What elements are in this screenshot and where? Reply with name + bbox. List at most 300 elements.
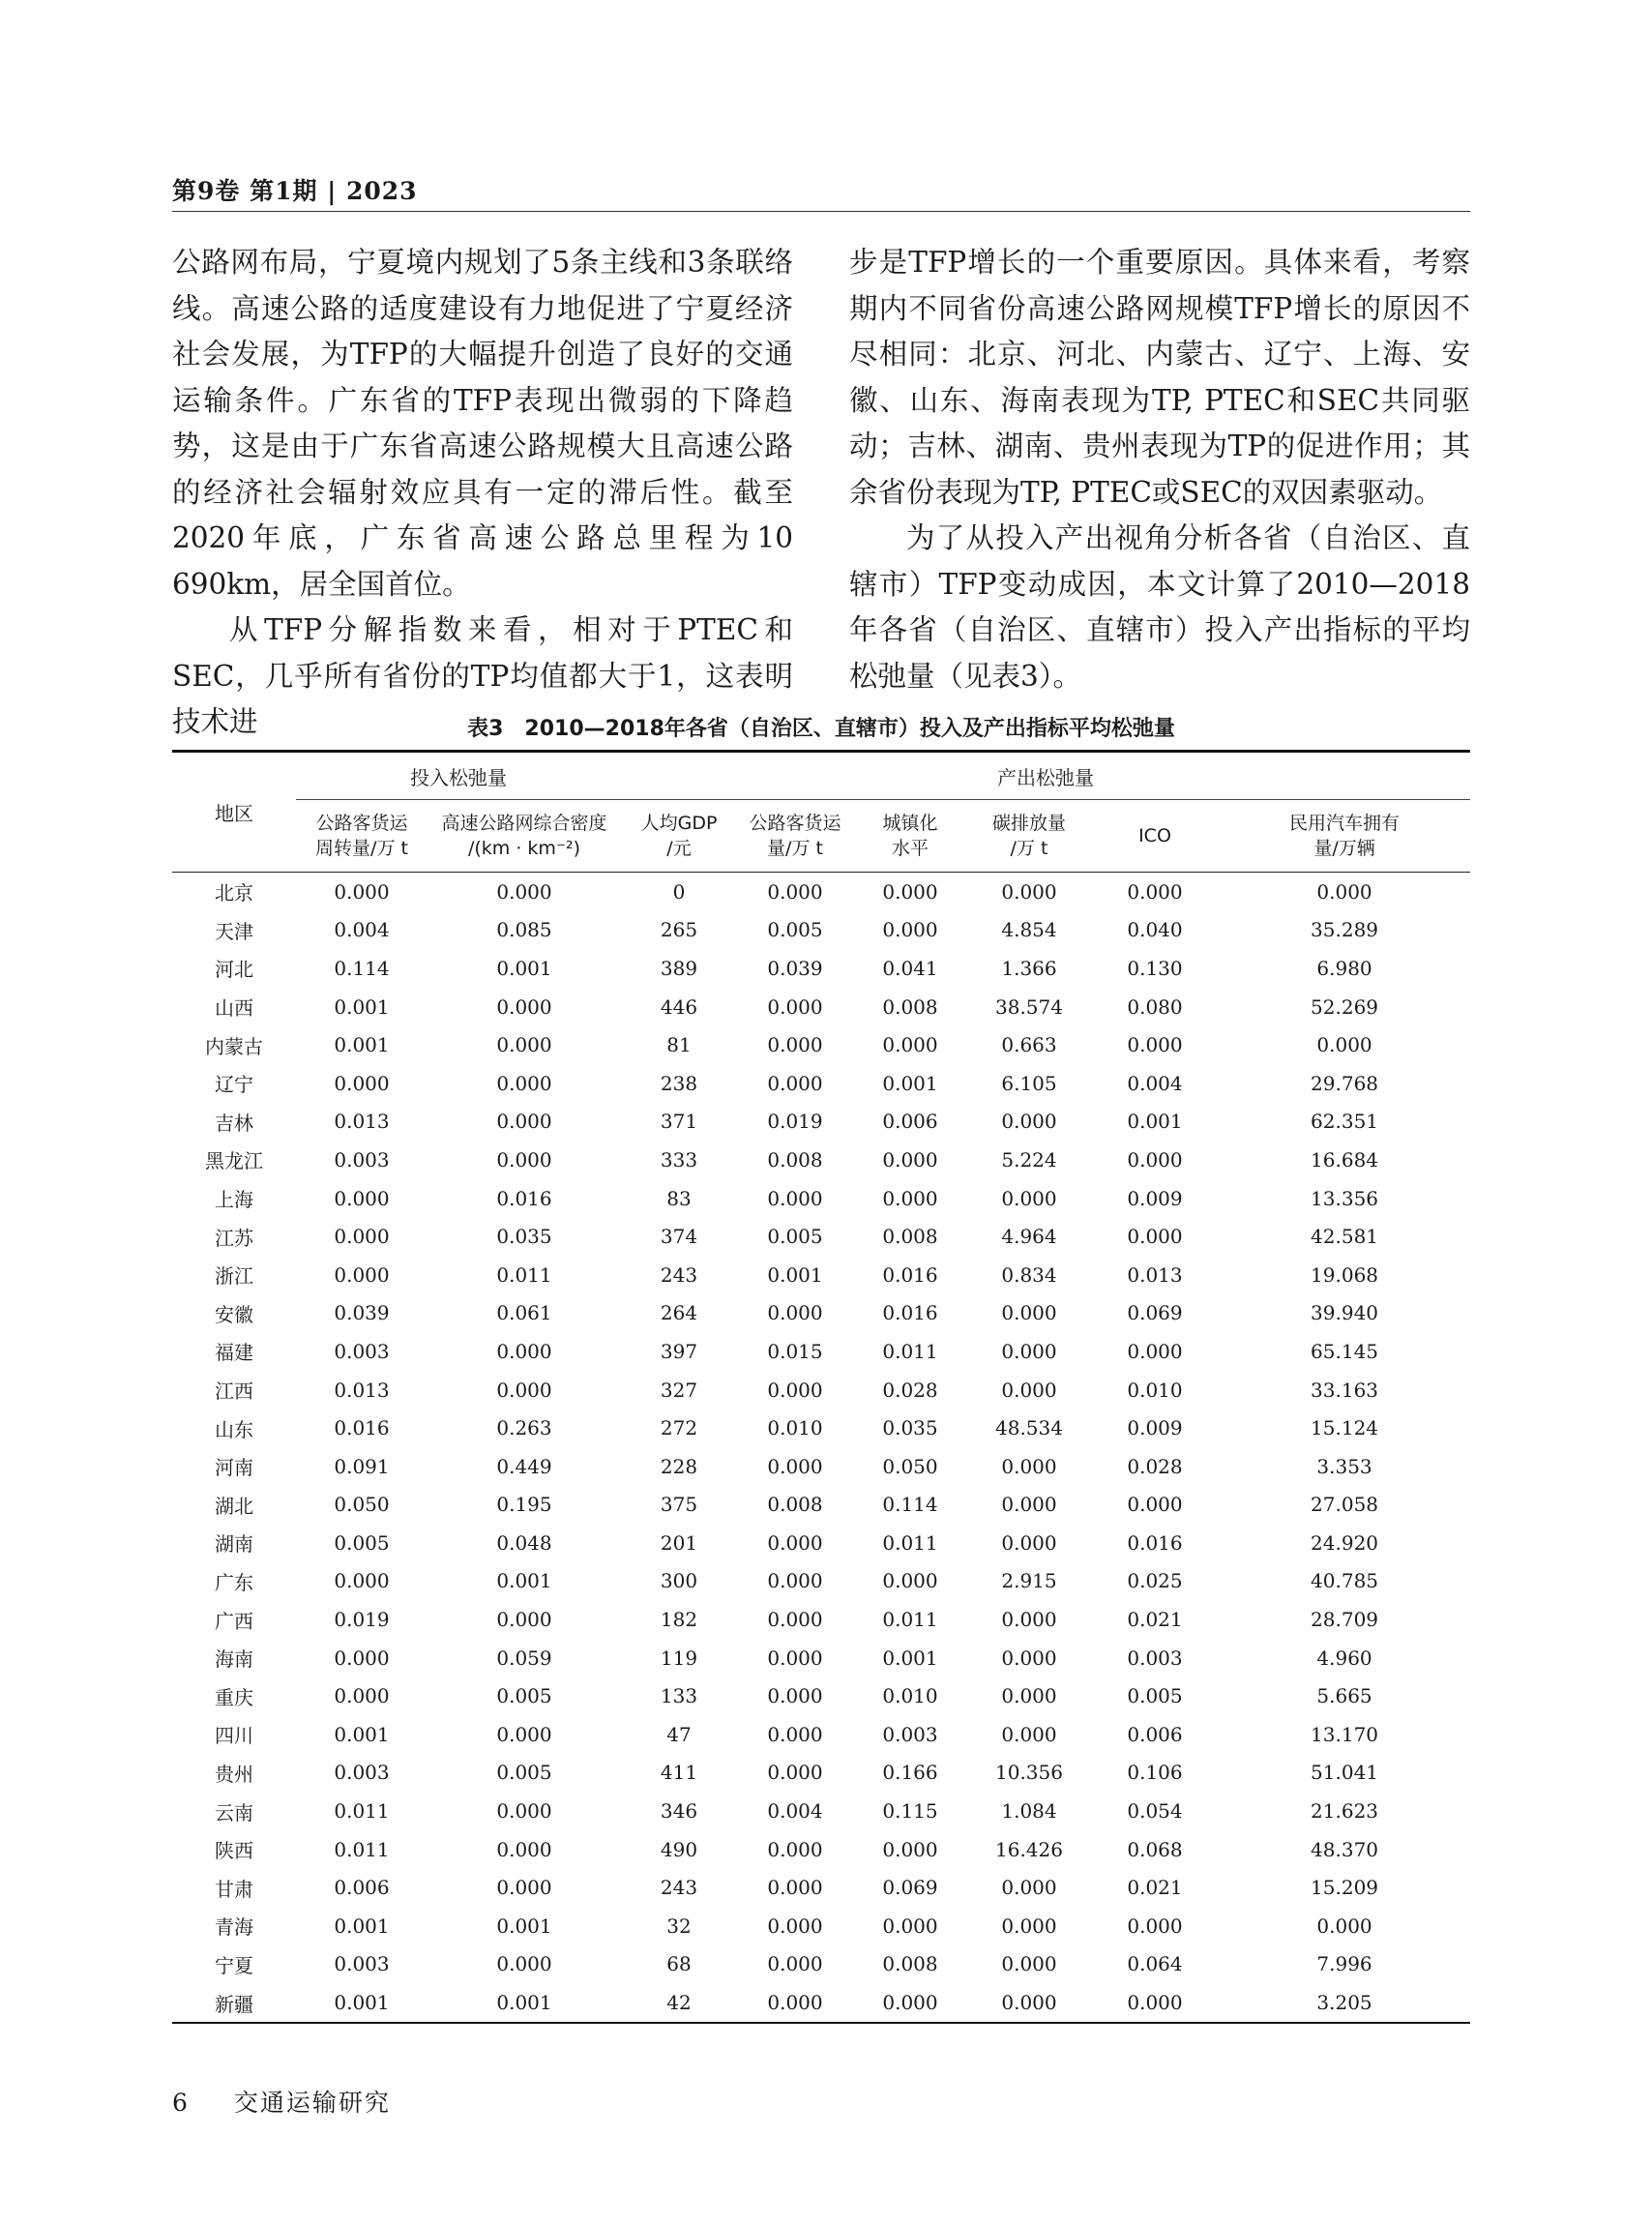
table-cell: 0.016 [334, 1416, 390, 1440]
table-cell: 0.000 [334, 1071, 390, 1095]
column-header [621, 800, 737, 873]
table-cell: 0.000 [767, 994, 823, 1019]
table-cell: 4.964 [1001, 1225, 1057, 1249]
region-name: 吉林 [215, 1111, 253, 1135]
column-header-line: 高速公路网综合密度 [441, 813, 607, 834]
table-cell: 411 [660, 1761, 698, 1785]
table-cell: 0.011 [334, 1799, 390, 1824]
table-cell: 0.016 [1127, 1530, 1183, 1555]
table-cell: 52.269 [1311, 994, 1379, 1019]
table-cell: 0.021 [1127, 1876, 1183, 1900]
table-cell: 0.011 [882, 1530, 938, 1555]
table-cell: 0.000 [496, 879, 552, 904]
table-cell: 0.050 [334, 1493, 390, 1517]
table-cell: 0.009 [1127, 1186, 1183, 1210]
table-cell: 0.000 [496, 1071, 552, 1095]
table-cell: 0.663 [1001, 1033, 1057, 1057]
column-header-line: 城镇化 [882, 813, 938, 834]
table-row [172, 1676, 1470, 1715]
table-cell: 0.449 [496, 1454, 552, 1478]
table-cell: 0.005 [334, 1530, 390, 1555]
table-cell: 0.000 [496, 1147, 552, 1172]
slack-table [172, 750, 1470, 2024]
table-cell: 238 [660, 1071, 698, 1095]
table-cell: 0.106 [1127, 1761, 1183, 1785]
table-row [172, 1715, 1470, 1754]
table-cell: 0.000 [882, 1033, 938, 1057]
table-cell: 0.000 [767, 1186, 823, 1210]
table-cell: 51.041 [1311, 1761, 1379, 1785]
table-cell: 0.000 [1001, 1454, 1057, 1478]
table-cell: 0.000 [767, 1646, 823, 1670]
table-cell: 0.000 [496, 1722, 552, 1746]
table-cell: 0.059 [496, 1646, 552, 1670]
table-row [172, 1562, 1470, 1601]
table-cell: 0.003 [1127, 1646, 1183, 1670]
table-cell: 0.021 [1127, 1608, 1183, 1632]
paragraph: 从TFP分解指数来看，相对于PTEC和SEC，几乎所有省份的TP均值都大于1，这表明技术进 [172, 613, 793, 738]
table-cell: 0.050 [882, 1454, 938, 1478]
column-header-line: 量/万辆 [1313, 838, 1375, 859]
table-row [172, 1141, 1470, 1179]
table-cell: 0.001 [334, 1914, 390, 1938]
table-cell: 0.000 [967, 1983, 1091, 2023]
table-cell: 0.091 [334, 1454, 390, 1478]
table-cell: 0.001 [767, 1262, 823, 1287]
table-cell: 2.915 [1001, 1569, 1057, 1593]
table-cell: 0.019 [767, 1110, 823, 1134]
table-cell: 0.000 [767, 1301, 823, 1325]
table-cell: 7.996 [1316, 1952, 1372, 1976]
table-cell: 0.263 [496, 1416, 552, 1440]
table-cell: 0.000 [767, 1914, 823, 1938]
table-cell: 0.008 [882, 994, 938, 1019]
table-cell: 0.001 [334, 1722, 390, 1746]
table-cell: 0.001 [496, 956, 552, 980]
table-cell: 0.000 [767, 1033, 823, 1057]
table-cell: 0.005 [767, 918, 823, 942]
table-cell: 0.000 [496, 1952, 552, 1976]
table-cell: 1.084 [1001, 1799, 1057, 1824]
table-cell: 0.004 [767, 1799, 823, 1824]
table-cell: 0.000 [767, 1837, 823, 1861]
table-cell: 0.000 [1001, 1301, 1057, 1325]
table-cell: 0.000 [1127, 1225, 1183, 1249]
table-cell: 264 [660, 1301, 698, 1325]
table-cell: 0.000 [496, 1110, 552, 1134]
region-name: 江西 [215, 1380, 253, 1404]
table-row [172, 1371, 1470, 1409]
table-cell: 0.001 [496, 1914, 552, 1938]
region-name: 安徽 [215, 1302, 253, 1326]
table-cell: 81 [666, 1033, 692, 1057]
running-header: 第9卷 第1期 | 2023 [172, 177, 418, 205]
region-name: 北京 [215, 881, 253, 905]
table-cell: 0.001 [334, 994, 390, 1019]
table-cell: 0.035 [882, 1416, 938, 1440]
table-cell: 374 [660, 1225, 698, 1249]
table-cell: 3.353 [1316, 1454, 1372, 1478]
table-cell: 0.001 [882, 1071, 938, 1095]
table-cell: 0.000 [767, 1530, 823, 1555]
table-cell: 0.000 [1001, 1186, 1057, 1210]
table-cell: 0.834 [1001, 1262, 1057, 1287]
table-cell: 0.000 [882, 1186, 938, 1210]
table-row [172, 1447, 1470, 1486]
table-caption: 表3 2010—2018年各省（自治区、直辖市）投入及产出指标平均松弛量 [467, 717, 1175, 741]
table-cell: 0.000 [1091, 1983, 1219, 2023]
table-cell: 0.000 [334, 1569, 390, 1593]
table-cell: 272 [660, 1416, 698, 1440]
table-row [172, 1639, 1470, 1677]
table-cell: 6.980 [1316, 956, 1372, 980]
table-cell: 0.068 [1127, 1837, 1183, 1861]
table-cell: 0.000 [882, 1837, 938, 1861]
table-cell: 0.000 [1001, 879, 1057, 904]
table-cell: 0.000 [882, 918, 938, 942]
table-cell: 0.000 [767, 1684, 823, 1708]
table-cell: 0.064 [1127, 1952, 1183, 1976]
table-cell: 0.000 [767, 879, 823, 904]
region-name: 四川 [215, 1724, 253, 1748]
table-cell: 0.080 [1127, 994, 1183, 1019]
table-row [172, 1983, 1470, 2023]
table-cell: 0.006 [1127, 1722, 1183, 1746]
table-row [172, 1792, 1470, 1830]
table-cell: 1.366 [1001, 956, 1057, 980]
table-cell: 0.016 [882, 1262, 938, 1287]
table-row [172, 949, 1470, 988]
column-header-line: /(km · km⁻²) [467, 838, 580, 859]
table-cell: 0.000 [496, 1378, 552, 1402]
column-header [296, 800, 428, 873]
table-cell: 0.003 [334, 1339, 390, 1363]
table-cell: 0.013 [334, 1378, 390, 1402]
table-cell: 0.009 [1127, 1416, 1183, 1440]
table-cell: 0.001 [428, 1983, 621, 2023]
table-cell: 0.000 [334, 1262, 390, 1287]
table-cell: 0.000 [882, 879, 938, 904]
table-row [172, 1945, 1470, 1984]
page-footer [172, 2084, 391, 2119]
table-row [172, 988, 1470, 1026]
table-cell: 0.000 [1127, 1914, 1183, 1938]
table-cell: 5.224 [1001, 1147, 1057, 1172]
table-cell: 4.960 [1316, 1646, 1372, 1670]
region-name: 湖南 [215, 1532, 253, 1557]
table-cell: 0.001 [496, 1569, 552, 1593]
table-cell: 4.854 [1001, 918, 1057, 942]
input-slack-group-header: 投入松弛量 [296, 752, 621, 800]
table-cell: 0.114 [882, 1493, 938, 1517]
region-name: 河南 [215, 1456, 253, 1480]
region-name: 青海 [215, 1915, 253, 1940]
column-header-line: /万 t [1010, 838, 1048, 859]
table-cell: 0.008 [767, 1493, 823, 1517]
output-slack-group-header: 产出松弛量 [621, 752, 1470, 800]
table-row [172, 1179, 1470, 1218]
table-cell: 42.581 [1311, 1225, 1379, 1249]
table-row [172, 911, 1470, 950]
table-row [172, 1294, 1470, 1333]
region-name: 陕西 [215, 1839, 253, 1863]
table-cell: 0.085 [496, 918, 552, 942]
table-row [172, 1332, 1470, 1371]
table-row [172, 1409, 1470, 1447]
table-row [172, 1486, 1470, 1525]
table-row [172, 1600, 1470, 1639]
table-cell: 0.000 [882, 1569, 938, 1593]
table-cell: 0.000 [334, 1225, 390, 1249]
table-cell: 389 [660, 956, 698, 980]
table-cell: 0 [672, 879, 686, 904]
region-name: 广东 [215, 1570, 253, 1594]
region-name: 天津 [215, 919, 253, 943]
region-name: 浙江 [215, 1264, 253, 1289]
table-cell: 0.000 [1001, 1914, 1057, 1938]
column-header-line: 人均GDP [640, 813, 718, 834]
table-cell: 0.000 [334, 1684, 390, 1708]
table-cell: 0.114 [334, 956, 390, 980]
table-cell: 3.205 [1219, 1983, 1470, 2023]
table-row [172, 1868, 1470, 1907]
region-name: 黑龙江 [205, 1149, 263, 1173]
table-cell: 0.000 [853, 1983, 967, 2023]
table-cell: 0.003 [334, 1761, 390, 1785]
region-name: 广西 [215, 1609, 253, 1633]
region-name: 辽宁 [215, 1073, 253, 1097]
table-cell: 490 [660, 1837, 698, 1861]
table-cell: 228 [660, 1454, 698, 1478]
table-cell: 0.000 [1001, 1110, 1057, 1134]
region-name: 重庆 [215, 1685, 253, 1709]
table-row [172, 1907, 1470, 1945]
table-cell: 446 [660, 994, 698, 1019]
column-header [1219, 800, 1470, 873]
table-cell: 0.039 [334, 1301, 390, 1325]
region-name: 山西 [215, 996, 253, 1021]
table-row [172, 1256, 1470, 1294]
table-cell: 48.534 [995, 1416, 1063, 1440]
column-header-line: /元 [666, 838, 692, 859]
table-row [172, 873, 1470, 911]
table-cell: 0.039 [767, 956, 823, 980]
table-cell: 28.709 [1311, 1608, 1379, 1632]
column-header [737, 800, 853, 873]
paragraph: 公路网布局，宁夏境内规划了5条主线和3条联络线。高速公路的适度建设有力地促进了宁夏经济社会发展，为TFP的大幅提升创造了良好的交通运输条件。广东省的TFP表现出微弱的下降趋势，这是由于广东省高速公路规模大且高速公路的经济社会辐射效应具有一定的滞后性。截至2020年底，广东省高速公路总里程为10 690km，居全国首位。 [172, 246, 793, 601]
table-cell: 0.000 [334, 1646, 390, 1670]
table-cell: 133 [660, 1684, 698, 1708]
table-cell: 182 [660, 1608, 698, 1632]
table-cell: 327 [660, 1378, 698, 1402]
table-cell: 0.000 [1001, 1952, 1057, 1976]
table-cell: 24.920 [1311, 1530, 1379, 1555]
column-header [967, 800, 1091, 873]
table-cell: 0.005 [496, 1761, 552, 1785]
table-cell: 68 [666, 1952, 692, 1976]
table-cell: 0.015 [767, 1339, 823, 1363]
table-cell: 0.000 [1127, 1033, 1183, 1057]
table-cell: 16.426 [995, 1837, 1063, 1861]
body-column-left [172, 240, 793, 746]
table-cell: 13.356 [1311, 1186, 1379, 1210]
journal-name: 交通运输研究 [233, 2089, 391, 2117]
table-cell: 0.000 [1001, 1493, 1057, 1517]
table-cell: 375 [660, 1493, 698, 1517]
table-cell: 0.005 [496, 1684, 552, 1708]
paragraph: 步是TFP增长的一个重要原因。具体来看，考察期内不同省份高速公路网规模TFP增长的原因不尽相同：北京、河北、内蒙古、辽宁、上海、安徽、山东、海南表现为TP, PTEC和SEC共同驱动；吉林、湖南、贵州表现为TP的促进作用；其余省份表现为TP, PTEC或SEC的双因素驱动。 [849, 246, 1470, 509]
table-row [172, 1064, 1470, 1103]
region-name: 上海 [215, 1188, 253, 1212]
column-header-line: 公路客货运 [315, 813, 408, 834]
table-cell: 0.013 [1127, 1262, 1183, 1287]
table-cell: 0.166 [882, 1761, 938, 1785]
table-cell: 0.028 [1127, 1454, 1183, 1478]
table-cell: 333 [660, 1147, 698, 1172]
table-cell: 0.000 [496, 1876, 552, 1900]
table-cell: 0.000 [1001, 1684, 1057, 1708]
region-name: 山东 [215, 1417, 253, 1441]
table-cell: 0.000 [1001, 1378, 1057, 1402]
table-cell: 21.623 [1311, 1799, 1379, 1824]
table-cell: 300 [660, 1569, 698, 1593]
table-cell: 119 [660, 1646, 698, 1670]
table-row [172, 1217, 1470, 1256]
table-cell: 0.004 [334, 918, 390, 942]
table-cell: 0.000 [767, 1952, 823, 1976]
table-cell: 38.574 [995, 994, 1063, 1019]
table-cell: 0.195 [496, 1493, 552, 1517]
region-name: 甘肃 [215, 1877, 253, 1901]
table-row [172, 1524, 1470, 1562]
region-name: 海南 [215, 1647, 253, 1672]
table-cell: 0.061 [496, 1301, 552, 1325]
table-cell: 0.005 [767, 1225, 823, 1249]
page-number: 6 [172, 2089, 188, 2117]
table-cell: 40.785 [1311, 1569, 1379, 1593]
table-cell: 0.000 [1127, 879, 1183, 904]
table-cell: 0.011 [334, 1837, 390, 1861]
column-header-line: 量/万 t [767, 838, 823, 859]
table-cell: 0.025 [1127, 1569, 1183, 1593]
table-cell: 0.000 [1316, 1033, 1372, 1057]
table-cell: 0.010 [767, 1416, 823, 1440]
table-cell: 0.000 [496, 1339, 552, 1363]
table-cell: 0.000 [1316, 1914, 1372, 1938]
table-cell: 0.069 [1127, 1301, 1183, 1325]
table-cell: 201 [660, 1530, 698, 1555]
table-cell: 32 [666, 1914, 692, 1938]
column-header-line: 公路客货运 [749, 813, 841, 834]
table-row [172, 1830, 1470, 1869]
table-cell: 265 [660, 918, 698, 942]
column-header-line: ICO [1138, 825, 1171, 846]
table-row [172, 1103, 1470, 1142]
table-cell: 346 [660, 1799, 698, 1824]
table-cell: 0.000 [1001, 1530, 1057, 1555]
table-cell: 0.003 [882, 1722, 938, 1746]
body-column-right [849, 240, 1470, 699]
table-cell: 0.000 [767, 1071, 823, 1095]
table-cell: 0.000 [496, 1608, 552, 1632]
table-cell: 243 [660, 1876, 698, 1900]
region-name: 宁夏 [215, 1953, 253, 1977]
table-cell: 0.019 [334, 1608, 390, 1632]
table-cell: 0.000 [1127, 1147, 1183, 1172]
table-cell: 0.010 [1127, 1378, 1183, 1402]
table-cell: 0.000 [496, 1033, 552, 1057]
region-name: 江苏 [215, 1226, 253, 1250]
table-cell: 0.041 [882, 956, 938, 980]
table-cell: 0.000 [767, 1378, 823, 1402]
table-cell: 0.115 [882, 1799, 938, 1824]
table-cell: 0.000 [1001, 1608, 1057, 1632]
table-cell: 15.124 [1311, 1416, 1379, 1440]
table-cell: 243 [660, 1262, 698, 1287]
table-row [172, 1754, 1470, 1793]
region-name: 新疆 [172, 1983, 296, 2023]
region-name: 云南 [215, 1800, 253, 1824]
table-cell: 0.054 [1127, 1799, 1183, 1824]
table-cell: 0.016 [882, 1301, 938, 1325]
table-cell: 0.005 [1127, 1684, 1183, 1708]
table-cell: 371 [660, 1110, 698, 1134]
table-cell: 0.011 [882, 1339, 938, 1363]
table-cell: 15.209 [1311, 1876, 1379, 1900]
column-header-line: 水平 [891, 838, 929, 859]
table-cell: 0.011 [882, 1608, 938, 1632]
column-header-line: 碳排放量 [991, 813, 1066, 834]
table-cell: 0.000 [767, 1454, 823, 1478]
table-cell: 0.000 [767, 1761, 823, 1785]
table-cell: 0.001 [1127, 1110, 1183, 1134]
column-header [428, 800, 621, 873]
table-cell: 0.008 [882, 1225, 938, 1249]
table-row [172, 1025, 1470, 1064]
table-cell: 5.665 [1316, 1684, 1372, 1708]
table-cell: 10.356 [995, 1761, 1063, 1785]
table-cell: 397 [660, 1339, 698, 1363]
table-cell: 0.000 [767, 1608, 823, 1632]
table-cell: 0.010 [882, 1684, 938, 1708]
table-cell: 13.170 [1311, 1722, 1379, 1746]
table-cell: 0.011 [496, 1262, 552, 1287]
table-cell: 0.000 [334, 1186, 390, 1210]
table-cell: 0.001 [296, 1983, 428, 2023]
table-cell: 0.001 [334, 1033, 390, 1057]
table-cell: 0.000 [496, 994, 552, 1019]
table-cell: 0.048 [496, 1530, 552, 1555]
table-cell: 0.006 [334, 1876, 390, 1900]
table-cell: 16.684 [1311, 1147, 1379, 1172]
table-cell: 6.105 [1001, 1071, 1057, 1095]
region-name: 福建 [215, 1341, 253, 1365]
table-cell: 62.351 [1311, 1110, 1379, 1134]
table-cell: 0.000 [1001, 1339, 1057, 1363]
table-cell: 0.000 [1001, 1646, 1057, 1670]
table-cell: 0.028 [882, 1378, 938, 1402]
column-header [853, 800, 967, 873]
region-name: 内蒙古 [205, 1034, 263, 1058]
table-cell: 0.000 [1316, 879, 1372, 904]
table-cell: 0.000 [737, 1983, 853, 2023]
region-name: 贵州 [215, 1762, 253, 1786]
table-cell: 0.016 [496, 1186, 552, 1210]
table-cell: 0.003 [334, 1952, 390, 1976]
table-cell: 29.768 [1311, 1071, 1379, 1095]
paragraph: 为了从投入产出视角分析各省（自治区、直辖市）TFP变动成因，本文计算了2010—2018年各省（自治区、直辖市）投入产出指标的平均松弛量（见表3）。 [849, 521, 1470, 693]
table-cell: 0.130 [1127, 956, 1183, 980]
